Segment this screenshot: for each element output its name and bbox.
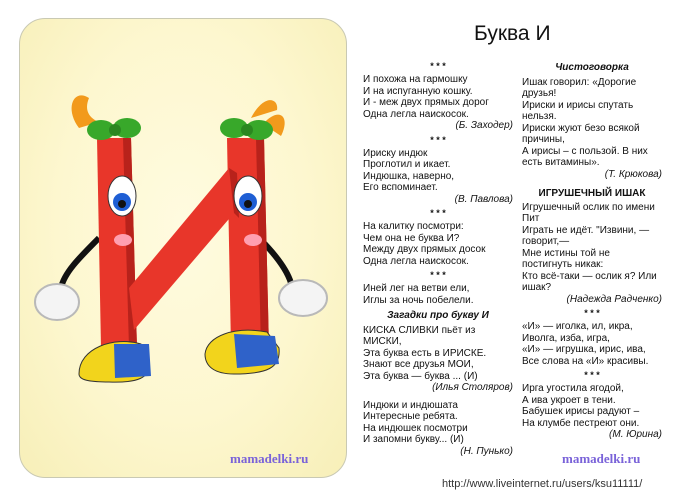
poem-line: Эта буква есть в ИРИСКЕ. [363,347,487,359]
poem-author: (Б. Заходер) [455,120,513,131]
poem-line: На индюшек посмотри [363,422,468,434]
poem-line: И - меж двух прямых дорог [363,97,489,108]
poem-line: А ива укроет в тени. [522,394,616,406]
poem-line: Иней лег на ветви ели, [363,283,470,294]
poem-line: На калитку посмотри: [363,221,464,232]
poem-line: «И» — игрушка, ирис, ива, [522,344,646,355]
poem-line: Проглотил и икает. [363,159,451,170]
stars-divider: * * * [430,134,446,145]
poem-3 [363,209,513,267]
poem-line: Игрушечный ослик по имени [522,201,655,213]
stars-divider: * * * [430,208,446,218]
poem-line: Между двух прямых досок [363,244,486,255]
riddle-2 [363,400,513,458]
poem-line: Бабушек ирисы радуют – [522,406,640,417]
poem-line: Одна легла наискосок. [363,255,469,267]
stars-divider: * * * [584,308,600,318]
poem-author: (Илья Столяров) [432,382,513,393]
tongue-twister [522,77,662,181]
poem-line: Чем она не буква И? [363,232,460,244]
poem-line: Знают все друзья МОИ, [363,359,474,370]
poem-line: друзья! [522,88,557,99]
poems-column-left [363,58,513,457]
poem-author: (В. Павлова) [454,193,513,205]
site-watermark-right: mamadelki.ru [562,451,641,466]
toy-donkey-poem [522,202,662,306]
poem-line: Индюшка, наверно, [363,170,455,182]
poem-line: Индюки и индюшата [363,399,458,411]
riddles-heading: Загадки про букву И [387,310,489,321]
poem-author: (М. Юрина) [609,429,662,440]
site-watermark-left: mamadelki.ru [230,451,309,466]
poem-line: Ириски и ирисы спутать [522,99,634,111]
poem-4 [363,271,513,306]
poem-line: И запомни букву... (И) [363,434,464,445]
poem-2 [363,136,513,206]
stars-divider: * * * [430,61,446,71]
poem-line: Ириску индюк [363,147,428,159]
poem-line: ишак? [522,282,552,293]
tongue-twister-heading: Чистоговорка [555,62,629,73]
poem-line: Ишак говорил: «Дорогие [522,76,637,88]
poem-line: Интересные ребята. [363,411,458,422]
poem-line: Иглы за ночь побелели. [363,294,474,306]
poem-6 [522,371,662,441]
footer-url[interactable]: http://www.liveinternet.ru/users/ksu11111/ [442,478,643,490]
poems-column-right [522,58,662,441]
poem-line: А ирисы – с пользой. В них [522,145,648,157]
toy-donkey-heading: ИГРУШЕЧНЫЙ ИШАК [538,188,646,199]
poem-line: постигнуть никак: [522,259,604,270]
poem-5 [522,309,662,367]
poem-line: нельзя. [522,111,557,122]
poem-line: На клумбе пестреют они. [522,417,640,429]
poem-line: Ириски жуют безо всякой [522,122,640,134]
poem-line: Эта буква — буква ... (И) [363,370,478,382]
poem-1 [363,62,513,132]
poem-line: КИСКА СЛИВКИ пьёт из [363,324,476,336]
poem-line: Мне истины той не [522,247,610,259]
poem-author: (Надежда Радченко) [566,293,662,305]
poem-line: И на испуганную кошку. [363,85,473,97]
stars-divider: * * * [584,370,600,380]
poem-line: Ирга угостила ягодой, [522,383,624,394]
poem-line: Играть не идёт. "Извини, — [522,224,650,236]
poem-line: Одна легла наискосок. [363,108,469,120]
poem-author: (Т. Крюкова) [604,168,662,180]
poem-line: «И» — иголка, ил, икра, [522,321,633,332]
poem-author: (Н. Пунько) [460,445,513,457]
poem-line: причины, [522,134,565,145]
poem-line: Все слова на «И» красивы. [522,355,649,367]
poem-line: Пит [522,213,540,224]
stars-divider: * * * [430,270,446,280]
page-title: Буква И [474,22,551,45]
poem-line: Кто всё-таки — ослик я? Или [522,270,657,282]
riddle-1 [363,325,513,394]
poem-line: Иволга, изба, игра, [522,332,610,344]
poem-line: говорит,— [522,236,570,247]
poem-line: Его вспоминает. [363,182,438,193]
poem-line: есть витамины». [522,157,600,168]
poem-line: МИСКИ, [363,336,402,347]
poem-line: И похожа на гармошку [363,74,468,85]
letter-i-character-illustration [19,18,345,476]
